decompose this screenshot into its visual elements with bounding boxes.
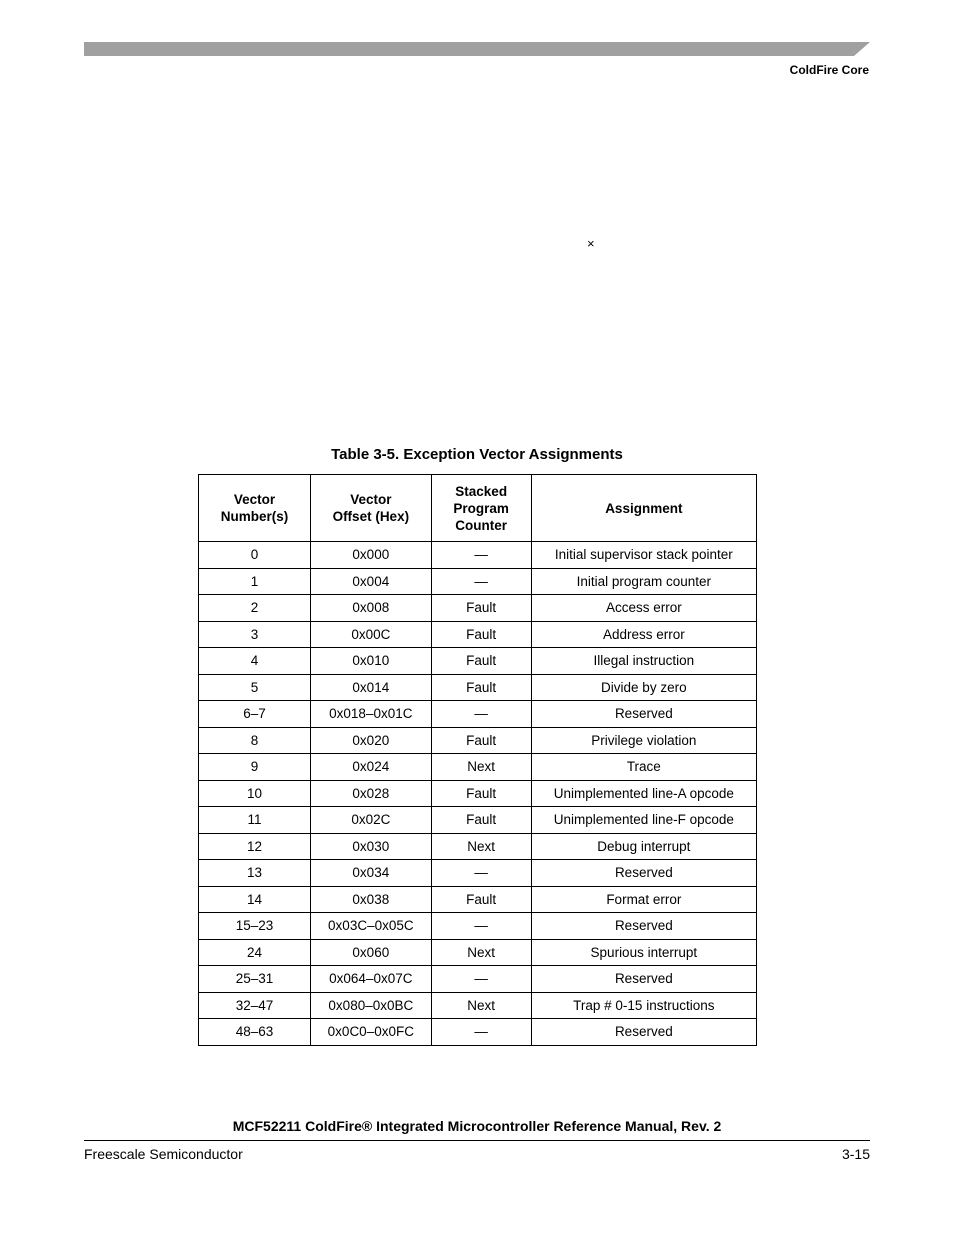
cell-stacked-pc: Fault xyxy=(431,780,531,807)
table-row xyxy=(199,568,757,595)
cell-stacked-pc: Fault xyxy=(431,648,531,675)
table-row xyxy=(199,674,757,701)
cell-vector-number: 3 xyxy=(199,621,311,648)
table-row xyxy=(199,780,757,807)
cell-vector-offset: 0x0C0–0x0FC xyxy=(310,1019,431,1046)
cell-vector-number: 32–47 xyxy=(199,992,311,1019)
table-row xyxy=(199,966,757,993)
cell-stacked-pc: Fault xyxy=(431,595,531,622)
cell-assignment: Divide by zero xyxy=(531,674,756,701)
cell-vector-offset: 0x080–0x0BC xyxy=(310,992,431,1019)
cell-assignment: Initial program counter xyxy=(531,568,756,595)
cell-assignment: Privilege violation xyxy=(531,727,756,754)
table-row xyxy=(199,754,757,781)
cell-vector-offset: 0x034 xyxy=(310,860,431,887)
cell-stacked-pc: Next xyxy=(431,939,531,966)
cell-vector-offset: 0x03C–0x05C xyxy=(310,913,431,940)
cell-assignment: Reserved xyxy=(531,701,756,728)
column-header-stacked-pc: Stacked Program Counter xyxy=(431,475,531,542)
cell-stacked-pc: Fault xyxy=(431,621,531,648)
table-row xyxy=(199,621,757,648)
cell-vector-number: 25–31 xyxy=(199,966,311,993)
cell-vector-number: 4 xyxy=(199,648,311,675)
cell-stacked-pc: — xyxy=(431,860,531,887)
cell-stacked-pc: Fault xyxy=(431,886,531,913)
cell-assignment: Reserved xyxy=(531,860,756,887)
cell-vector-offset: 0x014 xyxy=(310,674,431,701)
stray-times-glyph: × xyxy=(587,236,595,251)
cell-vector-number: 6–7 xyxy=(199,701,311,728)
cell-assignment: Access error xyxy=(531,595,756,622)
cell-stacked-pc: Fault xyxy=(431,807,531,834)
cell-vector-offset: 0x020 xyxy=(310,727,431,754)
cell-vector-number: 48–63 xyxy=(199,1019,311,1046)
cell-stacked-pc: Next xyxy=(431,992,531,1019)
cell-vector-number: 15–23 xyxy=(199,913,311,940)
table-row xyxy=(199,701,757,728)
table-row xyxy=(199,1019,757,1046)
cell-vector-number: 10 xyxy=(199,780,311,807)
column-header-vector-number: Vector Number(s) xyxy=(199,475,311,542)
table-row xyxy=(199,939,757,966)
header-section-title: ColdFire Core xyxy=(789,63,869,77)
cell-vector-number: 11 xyxy=(199,807,311,834)
cell-vector-number: 24 xyxy=(199,939,311,966)
cell-vector-number: 13 xyxy=(199,860,311,887)
cell-vector-offset: 0x000 xyxy=(310,542,431,569)
cell-assignment: Unimplemented line-A opcode xyxy=(531,780,756,807)
cell-vector-offset: 0x02C xyxy=(310,807,431,834)
cell-assignment: Trap # 0-15 instructions xyxy=(531,992,756,1019)
table-body xyxy=(199,542,757,1046)
cell-vector-number: 12 xyxy=(199,833,311,860)
cell-assignment: Reserved xyxy=(531,966,756,993)
table-row xyxy=(199,542,757,569)
cell-assignment: Spurious interrupt xyxy=(531,939,756,966)
cell-vector-number: 2 xyxy=(199,595,311,622)
cell-vector-offset: 0x018–0x01C xyxy=(310,701,431,728)
cell-assignment: Debug interrupt xyxy=(531,833,756,860)
cell-vector-offset: 0x010 xyxy=(310,648,431,675)
table-row xyxy=(199,727,757,754)
cell-vector-offset: 0x064–0x07C xyxy=(310,966,431,993)
cell-vector-number: 5 xyxy=(199,674,311,701)
footer-manual-title: MCF52211 ColdFire® Integrated Microcontroller Reference Manual, Rev. 2 xyxy=(232,1118,722,1134)
footer-company: Freescale Semiconductor xyxy=(84,1146,243,1162)
table-caption: Table 3-5. Exception Vector Assignments xyxy=(331,446,623,463)
cell-assignment: Unimplemented line-F opcode xyxy=(531,807,756,834)
table-row xyxy=(199,992,757,1019)
table-row xyxy=(199,913,757,940)
cell-vector-offset: 0x00C xyxy=(310,621,431,648)
table-row xyxy=(199,886,757,913)
header-bar xyxy=(84,42,870,56)
exception-vector-table xyxy=(198,474,757,1046)
cell-vector-offset: 0x030 xyxy=(310,833,431,860)
cell-assignment: Format error xyxy=(531,886,756,913)
cell-assignment: Address error xyxy=(531,621,756,648)
column-header-vector-offset: Vector Offset (Hex) xyxy=(310,475,431,542)
cell-stacked-pc: — xyxy=(431,701,531,728)
table-row xyxy=(199,807,757,834)
footer-divider xyxy=(84,1140,870,1141)
cell-stacked-pc: — xyxy=(431,913,531,940)
cell-vector-offset: 0x004 xyxy=(310,568,431,595)
footer-page-number: 3-15 xyxy=(841,1146,870,1162)
cell-assignment: Initial supervisor stack pointer xyxy=(531,542,756,569)
cell-assignment: Reserved xyxy=(531,1019,756,1046)
cell-stacked-pc: Next xyxy=(431,833,531,860)
cell-vector-number: 0 xyxy=(199,542,311,569)
column-header-assignment: Assignment xyxy=(531,475,756,542)
cell-stacked-pc: — xyxy=(431,542,531,569)
table-row xyxy=(199,648,757,675)
cell-vector-offset: 0x028 xyxy=(310,780,431,807)
cell-vector-offset: 0x060 xyxy=(310,939,431,966)
table-header-row xyxy=(199,475,757,542)
cell-vector-number: 14 xyxy=(199,886,311,913)
cell-vector-number: 9 xyxy=(199,754,311,781)
table-row xyxy=(199,860,757,887)
cell-assignment: Illegal instruction xyxy=(531,648,756,675)
cell-vector-offset: 0x024 xyxy=(310,754,431,781)
cell-stacked-pc: Fault xyxy=(431,674,531,701)
cell-vector-offset: 0x038 xyxy=(310,886,431,913)
cell-vector-offset: 0x008 xyxy=(310,595,431,622)
cell-stacked-pc: Next xyxy=(431,754,531,781)
cell-stacked-pc: Fault xyxy=(431,727,531,754)
cell-vector-number: 8 xyxy=(199,727,311,754)
cell-vector-number: 1 xyxy=(199,568,311,595)
cell-stacked-pc: — xyxy=(431,1019,531,1046)
cell-assignment: Reserved xyxy=(531,913,756,940)
cell-assignment: Trace xyxy=(531,754,756,781)
table-row xyxy=(199,595,757,622)
cell-stacked-pc: — xyxy=(431,568,531,595)
table-row xyxy=(199,833,757,860)
cell-stacked-pc: — xyxy=(431,966,531,993)
